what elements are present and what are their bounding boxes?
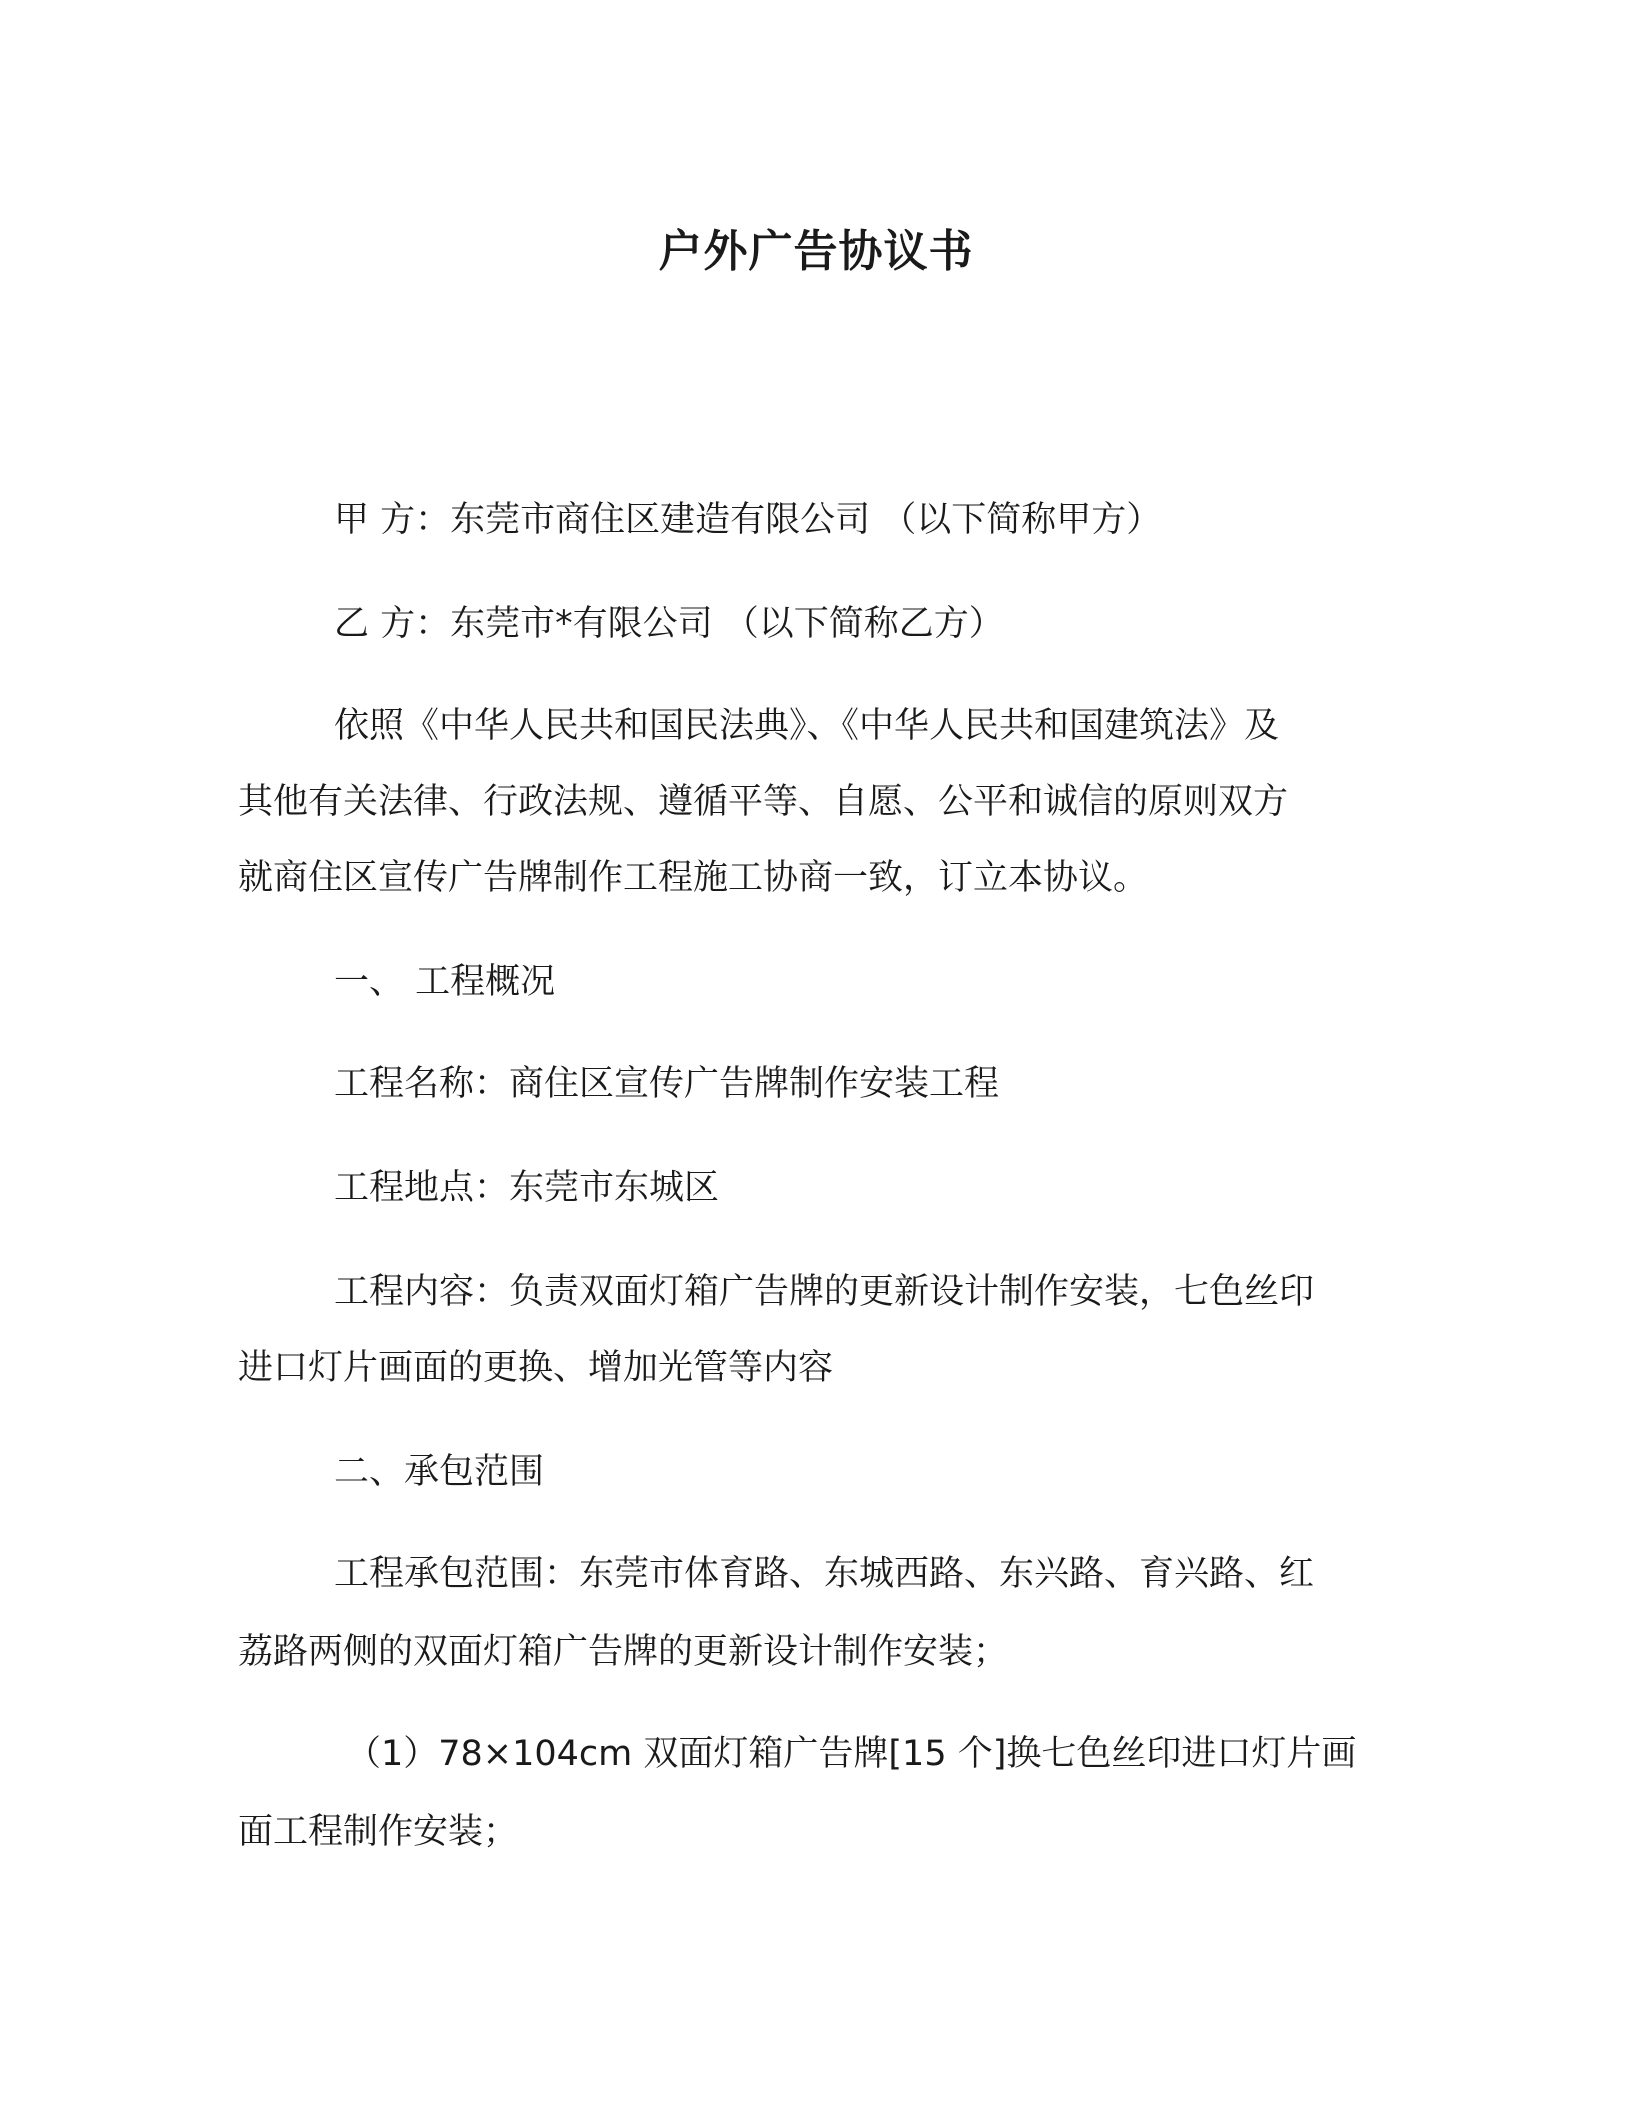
scope-item-1-line-2: 面工程制作安装； (238, 1812, 519, 1852)
preamble-line-1: 依照《中华人民共和国民法典》、《中华人民共和国建筑法》及 (334, 706, 1280, 746)
scope-line-1: 工程承包范围：东莞市体育路、东城西路、东兴路、育兴路、红 (334, 1554, 1315, 1594)
project-name-line: 工程名称：商住区宣传广告牌制作安装工程 (334, 1064, 1000, 1104)
scope-item-1-line-1: （1）78×104cm 双面灯箱广告牌[15 个]换七色丝印进口灯片画 (346, 1734, 1357, 1774)
project-content-line-2: 进口灯片画面的更换、增加光管等内容 (238, 1348, 834, 1388)
project-content-line-1: 工程内容：负责双面灯箱广告牌的更新设计制作安装，七色丝印 (334, 1272, 1315, 1312)
section-1-heading: 一、 工程概况 (334, 962, 556, 1002)
scope-line-2: 荔路两侧的双面灯箱广告牌的更新设计制作安装； (238, 1632, 1009, 1672)
document-title: 户外广告协议书 (658, 226, 974, 277)
section-2-heading: 二、承包范围 (334, 1452, 545, 1492)
party-b-line: 乙 方：东莞市*有限公司 （以下简称乙方） (334, 604, 1004, 644)
preamble-line-2: 其他有关法律、行政法规、遵循平等、自愿、公平和诚信的原则双方 (238, 782, 1289, 822)
preamble-line-3: 就商住区宣传广告牌制作工程施工协商一致，订立本协议。 (238, 858, 1149, 898)
project-location-line: 工程地点：东莞市东城区 (334, 1168, 720, 1208)
party-a-line: 甲 方：东莞市商住区建造有限公司 （以下简称甲方） (334, 500, 1162, 540)
